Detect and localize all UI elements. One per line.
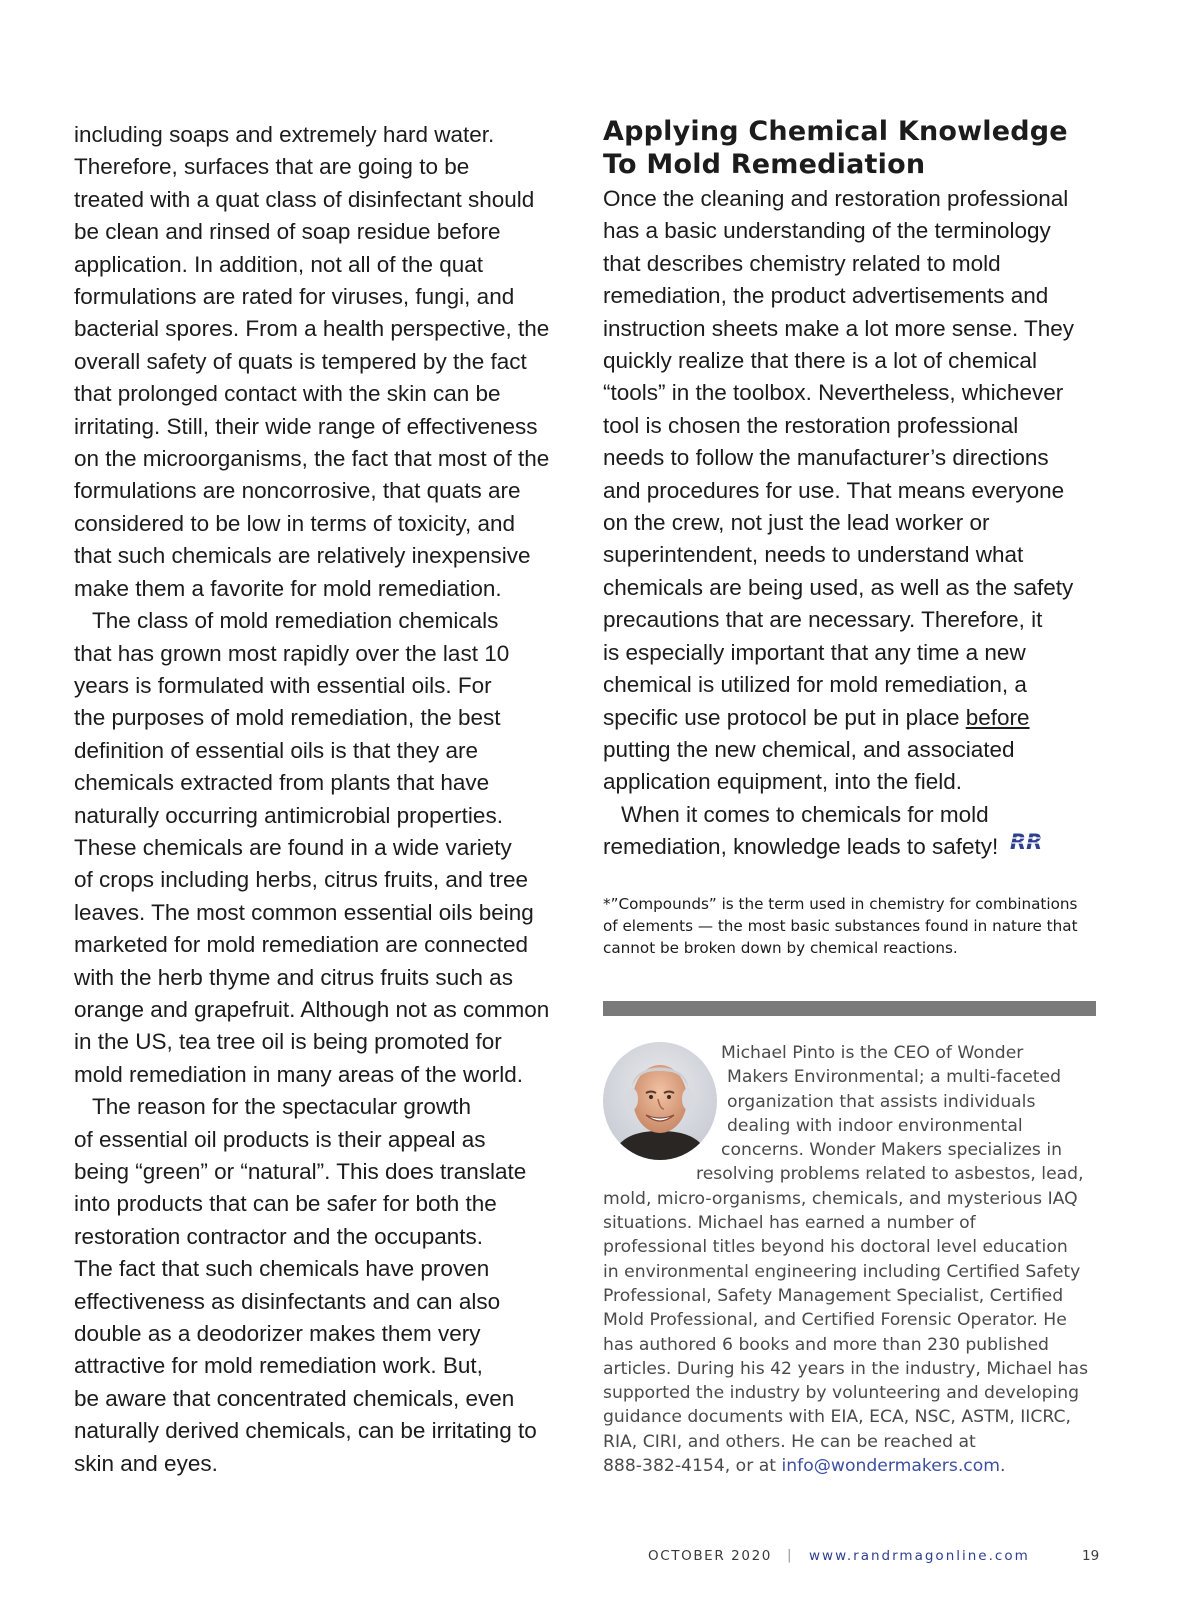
bio-line: organization that assists individuals xyxy=(727,1091,1036,1112)
footnote xyxy=(603,893,1103,959)
paragraph-line: effectiveness as disinfectants and can also xyxy=(74,1288,501,1314)
section-heading-line-2: To Mold Remediation xyxy=(603,149,926,180)
bio-line: articles. During his 42 years in the industry, Michael has xyxy=(603,1358,1089,1379)
issue-date: OCTOBER 2020 xyxy=(648,1548,772,1564)
paragraph-line: on the crew, not just the lead worker or xyxy=(603,510,990,536)
paragraph-line: mold remediation in many areas of the world. xyxy=(74,1061,523,1087)
paragraph-line xyxy=(603,702,1103,734)
bio-line: Mold Professional, and Certified Forensic Operator. He xyxy=(603,1310,1067,1331)
closing-line-text: remediation, knowledge leads to safety! xyxy=(603,834,999,860)
bio-line: Makers Environmental; a multi-faceted xyxy=(727,1067,1062,1088)
paragraph-line: definition of essential oils is that they are xyxy=(74,737,478,763)
bio-line: situations. Michael has earned a number of xyxy=(603,1213,976,1234)
bio-divider-bar xyxy=(603,1001,1096,1016)
paragraph-line: being “green” or “natural”. This does translate xyxy=(74,1159,527,1184)
paragraph-line: quickly realize that there is a lot of chemical xyxy=(603,348,1037,374)
footer-separator: | xyxy=(787,1547,794,1563)
paragraph-line: precautions that are necessary. Therefore, it xyxy=(603,607,1043,633)
bio-line: Michael Pinto is the CEO of Wonder xyxy=(721,1043,1024,1063)
footnote-line: *”Compounds” is the term used in chemistry for combinations xyxy=(603,895,1078,913)
paragraph-line: putting the new chemical, and associated xyxy=(603,736,1015,762)
footnote-line: of elements — the most basic substances found in nature that xyxy=(603,917,1078,935)
paragraph-line: on the microorganisms, the fact that most of the xyxy=(74,446,550,472)
paragraph-line: remediation, the product advertisements and xyxy=(603,283,1049,309)
paragraph-line: chemicals are being used, as well as the safety xyxy=(603,574,1074,600)
bio-line: has authored 6 books and more than 230 published xyxy=(603,1334,1049,1355)
paragraph-line: orange and grapefruit. Although not as common xyxy=(74,996,550,1022)
paragraph-line: has a basic understanding of the terminology xyxy=(603,218,1051,244)
page-footer xyxy=(0,1548,1200,1570)
rr-logo-glyph: RR xyxy=(1010,829,1043,852)
paragraph-line: be aware that concentrated chemicals, even xyxy=(74,1385,515,1411)
emphasis-before: before xyxy=(965,704,1030,730)
bio-line: resolving problems related to asbestos, lead, xyxy=(696,1164,1084,1185)
paragraph-line: attractive for mold remediation work. But, xyxy=(74,1353,483,1379)
bio-line: RIA, CIRI, and others. He can be reached at xyxy=(603,1431,976,1452)
author-bio xyxy=(603,1041,1103,1478)
paragraph-line: Once the cleaning and restoration professional xyxy=(603,186,1069,211)
paragraph-line: with the herb thyme and citrus fruits such as xyxy=(74,964,513,990)
paragraph-line: chemical is utilized for mold remediation, a xyxy=(603,672,1027,698)
website-link[interactable]: www.randrmagonline.com xyxy=(809,1548,1030,1564)
paragraph-line: superintendent, needs to understand what xyxy=(603,542,1024,568)
paragraph-line: that has grown most rapidly over the last 10 xyxy=(74,640,510,666)
paragraph-line: including soaps and extremely hard water. xyxy=(74,122,495,147)
paragraph-line: is especially important that any time a new xyxy=(603,639,1026,665)
paragraph-line: considered to be low in terms of toxicity, and xyxy=(74,510,516,536)
page-number: 19 xyxy=(1082,1548,1100,1564)
bio-line: mold, micro-organisms, chemicals, and mysterious IAQ xyxy=(603,1188,1078,1209)
closing-line xyxy=(603,831,1103,863)
bio-line: guidance documents with EIA, ECA, NSC, ASTM, IICRC, xyxy=(603,1407,1071,1428)
paragraph-line: The reason for the spectacular growth xyxy=(92,1094,471,1120)
paragraph-line: double as a deodorizer makes them very xyxy=(74,1321,481,1347)
paragraph-line: instruction sheets make a lot more sense. They xyxy=(603,315,1075,341)
rr-end-mark-icon xyxy=(1010,829,1042,861)
email-link[interactable]: info@wondermakers.com xyxy=(781,1456,1000,1477)
section-heading xyxy=(603,115,1103,181)
paragraph-line: into products that can be safer for both the xyxy=(74,1191,497,1217)
paragraph-line: that such chemicals are relatively inexpensive xyxy=(74,543,531,569)
section-heading-line-1: Applying Chemical Knowledge xyxy=(603,116,1068,147)
paragraph-line: application equipment, into the field. xyxy=(603,769,962,795)
paragraph-line: that prolonged contact with the skin can be xyxy=(74,381,501,407)
paragraph-line: naturally derived chemicals, can be irritating to xyxy=(74,1418,537,1444)
paragraph-line: irritating. Still, their wide range of effectiveness xyxy=(74,413,538,439)
paragraph-line: chemicals extracted from plants that have xyxy=(74,770,490,796)
bio-line: dealing with indoor environmental xyxy=(727,1115,1023,1136)
paragraph-line: The class of mold remediation chemicals xyxy=(92,608,499,634)
rr-logo-svg xyxy=(1010,830,1042,852)
paragraph-line: formulations are rated for viruses, fungi, and xyxy=(74,284,515,310)
paragraph-line: in the US, tea tree oil is being promoted for xyxy=(74,1029,502,1055)
paragraph-line: years is formulated with essential oils. For xyxy=(74,672,492,698)
paragraph-line: of crops including herbs, citrus fruits, and tree xyxy=(74,867,528,893)
paragraph-line: naturally occurring antimicrobial properties. xyxy=(74,802,503,828)
paragraph-line: the purposes of mold remediation, the best xyxy=(74,705,501,731)
right-column xyxy=(603,115,1103,864)
bio-line: concerns. Wonder Makers specializes in xyxy=(721,1140,1063,1161)
bio-line: Professional, Safety Management Specialist, Certified xyxy=(603,1285,1064,1306)
paragraph-line: formulations are noncorrosive, that quats are xyxy=(74,478,521,504)
right-column-body xyxy=(603,183,1103,864)
paragraph-line: skin and eyes. xyxy=(74,1450,218,1476)
paragraph-line: of essential oil products is their appeal as xyxy=(74,1126,486,1152)
paragraph-line: that describes chemistry related to mold xyxy=(603,250,1001,276)
left-column xyxy=(74,119,574,1480)
paragraph-line: overall safety of quats is tempered by the fact xyxy=(74,348,527,374)
paragraph-line: leaves. The most common essential oils being xyxy=(74,899,534,925)
bio-line: in environmental engineering including Certified Safety xyxy=(603,1261,1081,1282)
bio-contact-prefix: 888-382-4154, or at xyxy=(603,1456,782,1477)
paragraph-line: bacterial spores. From a health perspective, the xyxy=(74,316,550,342)
paragraph-line: The fact that such chemicals have proven xyxy=(74,1256,490,1282)
paragraph-line: needs to follow the manufacturer’s directions xyxy=(603,445,1049,471)
footnote-line: cannot be broken down by chemical reactions. xyxy=(603,939,958,957)
paragraph-line: treated with a quat class of disinfectant should xyxy=(74,186,535,212)
paragraph-line: When it comes to chemicals for mold xyxy=(621,801,989,827)
bio-line: professional titles beyond his doctoral level education xyxy=(603,1237,1068,1258)
paragraph-line: and procedures for use. That means everyone xyxy=(603,477,1065,503)
paragraph-line: Therefore, surfaces that are going to be xyxy=(74,154,470,180)
paragraph-line: “tools” in the toolbox. Nevertheless, whichever xyxy=(603,380,1064,406)
bio-line: supported the industry by volunteering and developing xyxy=(603,1383,1080,1404)
bio-contact-suffix: . xyxy=(1000,1456,1006,1477)
paragraph-line: restoration contractor and the occupants. xyxy=(74,1223,483,1249)
paragraph-line: tool is chosen the restoration professional xyxy=(603,412,1019,438)
paragraph-line: make them a favorite for mold remediation. xyxy=(74,575,502,601)
paragraph-line-text: specific use protocol be put in place xyxy=(603,704,966,730)
paragraph-line: be clean and rinsed of soap residue before xyxy=(74,219,501,245)
paragraph-line: marketed for mold remediation are connected xyxy=(74,932,528,958)
paragraph-line: application. In addition, not all of the quat xyxy=(74,251,484,277)
paragraph-line: These chemicals are found in a wide variety xyxy=(74,834,512,860)
bio-contact-line xyxy=(603,1454,1103,1478)
